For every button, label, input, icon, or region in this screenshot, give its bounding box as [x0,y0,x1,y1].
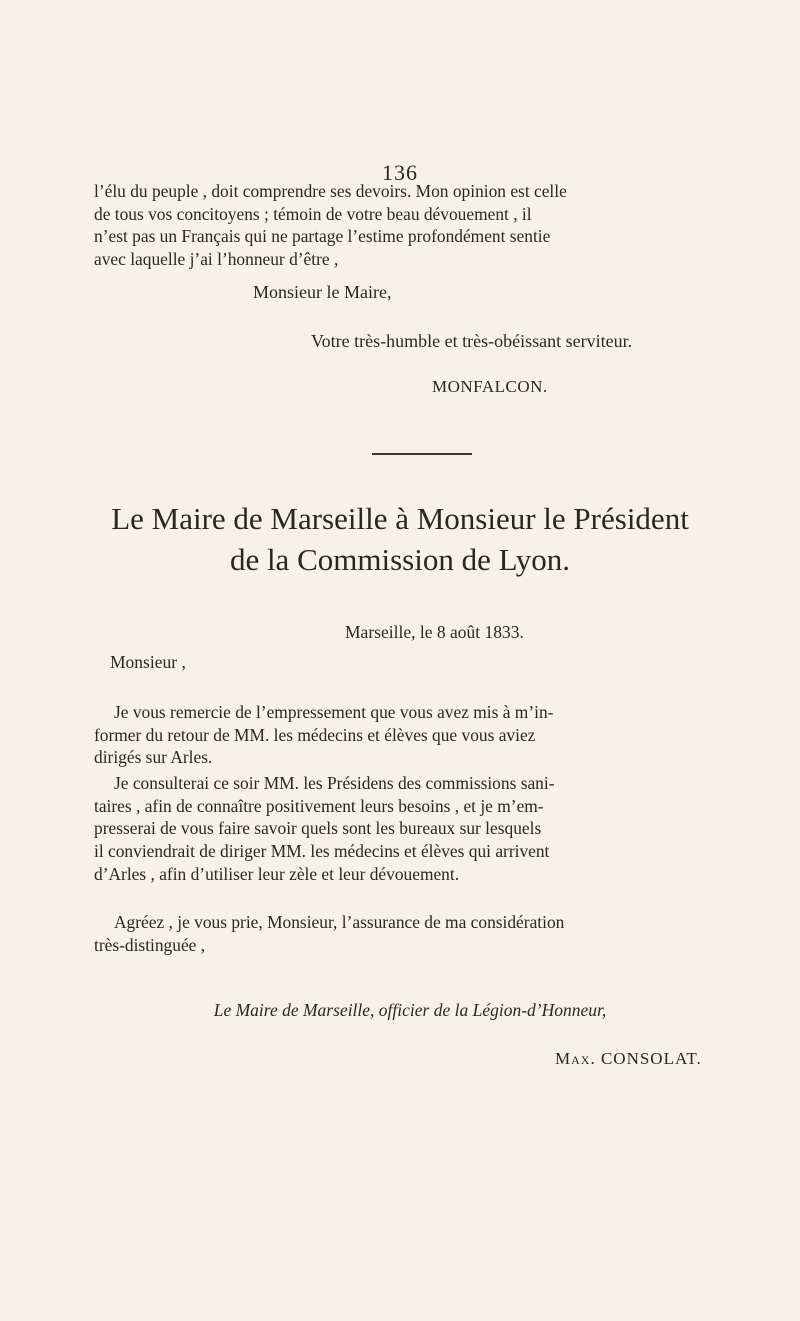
text-line: dirigés sur Arles. [94,747,213,768]
text-line: n’est pas un Français qui ne partage l’estime profondément sentie [94,226,551,247]
letter2-salutation: Monsieur , [110,652,186,672]
text-line: avec laquelle j’ai l’honneur d’être , [94,249,339,270]
letter2-heading-continued: de la Commission de Lyon. [229,542,571,577]
letter1-signature: MONFALCON. [432,377,548,396]
letter2-paragraph-1 [94,701,712,769]
text-line: Agréez , je vous prie, Monsieur, l’assurance de ma considération [114,912,565,932]
letter1-paragraph [94,180,712,271]
text-line: de tous vos concitoyens ; témoin de votre beau dévouement , il [94,203,532,224]
letter2-signatory-title: Le Maire de Marseille, officier de la Légion-d’Honneur, [213,1000,607,1020]
text-line: d’Arles , afin d’utiliser leur zèle et leur dévouement. [94,863,460,884]
letter2-place-date: Marseille, le 8 août 1833. [345,622,524,642]
section-divider [372,453,472,455]
text-line: taires , afin de connaître positivement leurs besoins , et je m’em- [94,795,544,816]
letter2-heading: Le Maire de Marseille à Monsieur le Président [111,501,689,536]
letter1-salutation-close: Monsieur le Maire, [253,282,392,302]
letter2-signature: Max. CONSOLAT. [555,1049,702,1068]
letter2-paragraph-3 [94,911,712,956]
text-line: Je consulterai ce soir MM. les Présidens des commissions sani- [114,773,555,793]
text-line: presserai de vous faire savoir quels sont les bureaux sur lesquels [94,818,542,839]
page-number: 136 [382,160,418,185]
text-line: Je vous remercie de l’empressement que vous avez mis à m’in- [114,702,554,722]
text-line: très-distinguée , [94,934,206,955]
text-line: l’élu du peuple , doit comprendre ses devoirs. Mon opinion est celle [94,181,567,201]
text-line: il conviendrait de diriger MM. les médecins et élèves qui arrivent [94,841,550,862]
letter2-paragraph-2 [94,772,712,886]
letter1-closing: Votre très-humble et très-obéissant serviteur. [311,331,633,351]
text-line: former du retour de MM. les médecins et élèves que vous aviez [94,724,536,745]
